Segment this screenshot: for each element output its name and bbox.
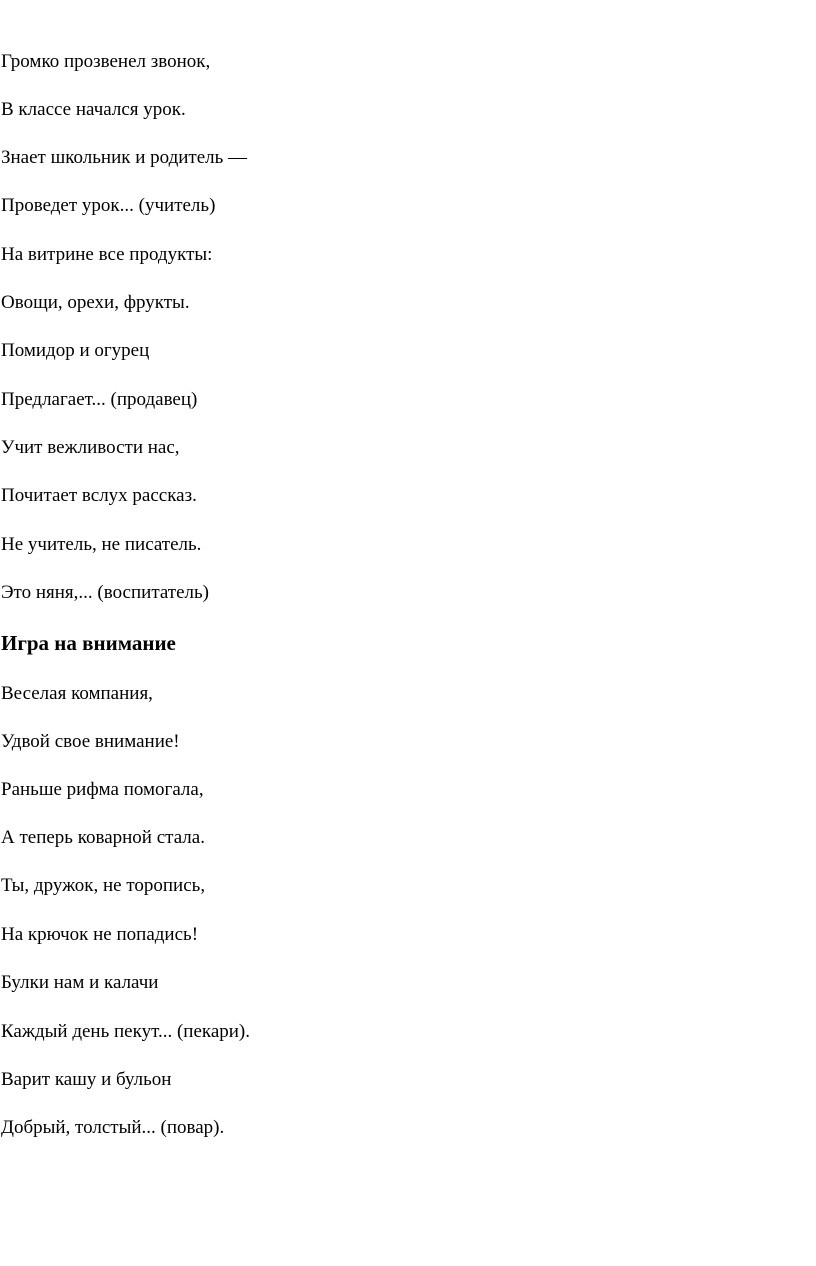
- poem-line: Добрый, толстый... (повар).: [1, 1117, 225, 1138]
- poem-line: А теперь коварной стала.: [1, 827, 205, 848]
- poem-line: Ты, дружок, не торопись,: [1, 875, 206, 896]
- poem-line: Булки нам и калачи: [1, 972, 159, 993]
- poem-line: Варит кашу и бульон: [1, 1069, 172, 1090]
- poem-line: На крючок не попадись!: [1, 924, 199, 945]
- poem-line: Учит вежливости нас,: [1, 437, 180, 458]
- poem-line: Почитает вслух рассказ.: [1, 485, 197, 506]
- poem-line: Удвой свое внимание!: [1, 731, 180, 752]
- poem-line: На витрине все продукты:: [1, 244, 213, 265]
- poem-line: Раньше рифма помогала,: [1, 779, 204, 800]
- poem-line: Громко прозвенел звонок,: [1, 51, 211, 72]
- poem-line: Не учитель, не писатель.: [1, 534, 202, 555]
- poem-line: Это няня,... (воспитатель): [1, 582, 210, 603]
- poem-line: В классе начался урок.: [1, 99, 186, 120]
- poem-line: Проведет урок... (учитель): [1, 195, 216, 216]
- section-heading: Игра на внимание: [1, 631, 176, 655]
- poem-line: Овощи, орехи, фрукты.: [1, 292, 190, 313]
- poem-line: Помидор и огурец: [1, 340, 150, 361]
- poem-line: Знает школьник и родитель —: [1, 147, 248, 168]
- poem-line: Предлагает... (продавец): [1, 389, 198, 410]
- poem-line: Веселая компания,: [1, 683, 153, 704]
- poem-line: Каждый день пекут... (пекари).: [1, 1021, 251, 1042]
